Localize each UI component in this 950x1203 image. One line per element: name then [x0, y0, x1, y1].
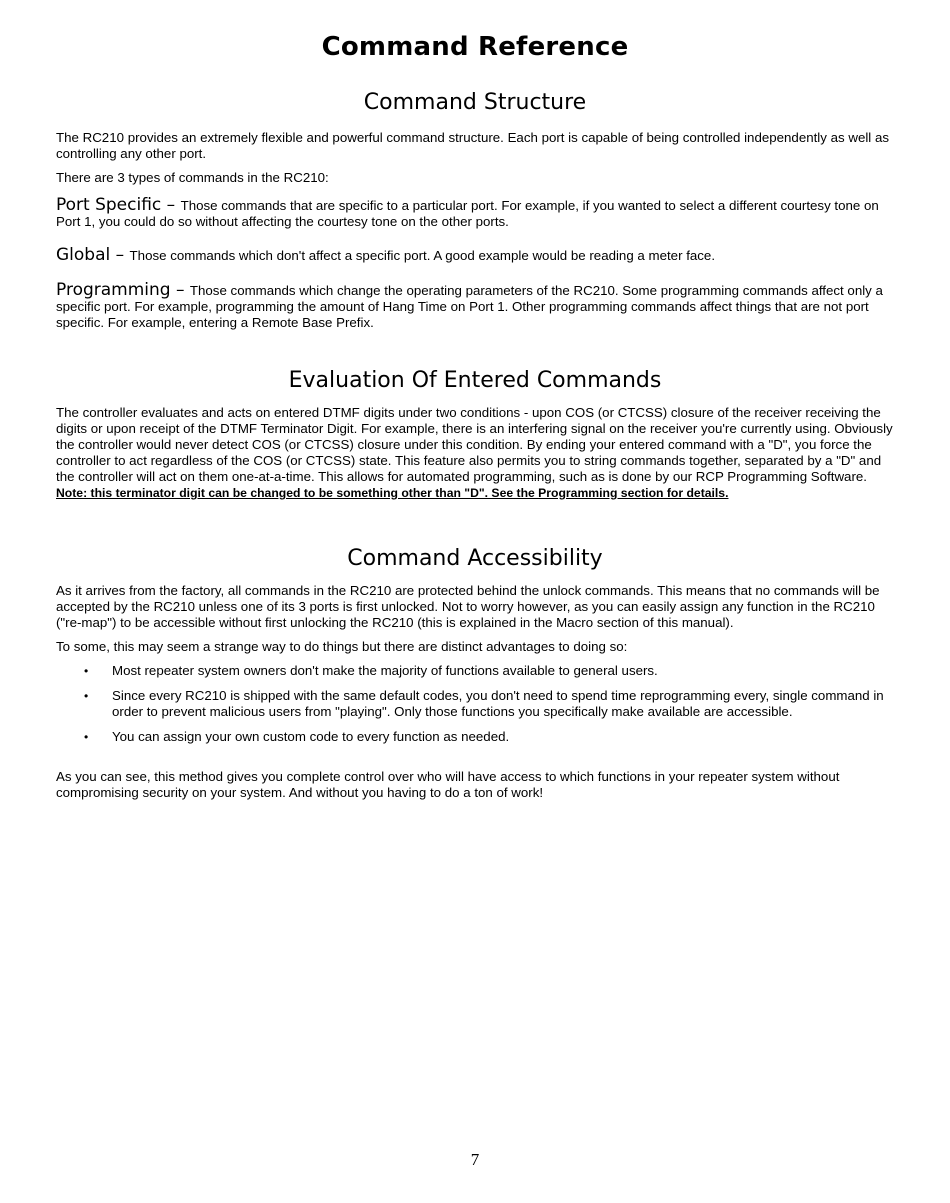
- term-dash: –: [110, 245, 130, 265]
- term-programming: Programming: [56, 280, 171, 300]
- term-dash: –: [170, 280, 190, 300]
- advantages-list: [56, 663, 894, 754]
- list-item: [56, 729, 894, 745]
- accessibility-lead-in: To some, this may seem a strange way to do things but there are distinct advantages to doing so:: [56, 639, 628, 654]
- term-global: Global: [56, 245, 111, 265]
- bullet-icon: •: [84, 664, 89, 678]
- evaluation-text: The controller evaluates and acts on entered DTMF digits under two conditions - upon COS (or CTCSS) closure of the receiver receiving the digits or upon receipt of the DTMF Terminator Digit. For example, there is an interfering signal on the receiver you're currently using. Obviously the controller would never detect COS (or CTCSS) closure under this condition. By ending your entered command with a "D", you force the controller to act regardless of the COS (or CTCSS) state. This feature also permits you to string commands together, separated by a "D" and the controller will act on them one-at-a-time. This allows for automated programming, such as is done by our RCP Programming Software.: [56, 405, 893, 484]
- bullet-icon: •: [84, 689, 89, 703]
- evaluation-body: [56, 405, 894, 501]
- evaluation-heading: Evaluation Of Entered Commands: [288, 368, 662, 393]
- command-structure-heading: Command Structure: [363, 90, 587, 115]
- term-dash: –: [161, 195, 181, 215]
- accessibility-intro: As it arrives from the factory, all commands in the RC210 are protected behind the unlock commands. This means that no commands will be accepted by the RC210 unless one of its 3 ports is first unlocked. Not to worry however, as you can easily assign any function in the RC210 ("re-map") to be accessible without first unlocking the RC210 (this is explained in the Macro section of this manual).: [56, 583, 880, 630]
- terminator-note: Note: this terminator digit can be changed to be something other than "D". See the Programming section for details.: [56, 486, 729, 500]
- list-item-text: You can assign your own custom code to every function as needed.: [112, 729, 510, 744]
- port-specific-description: Those commands that are specific to a particular port. For example, if you wanted to select a different courtesy tone on Port 1, you could do so without affecting the courtesy tone on the other ports.: [56, 198, 879, 229]
- command-type-port-specific: [56, 197, 894, 230]
- global-description: Those commands which don't affect a specific port. A good example would be reading a meter face.: [129, 248, 716, 263]
- command-type-global: [56, 247, 894, 264]
- programming-description: Those commands which change the operating parameters of the RC210. Some programming commands affect only a specific port. For example, programming the amount of Hang Time on Port 1. Other programming commands affect things that are not port specific. For example, entering a Remote Base Prefix.: [56, 283, 883, 330]
- command-structure-intro: The RC210 provides an extremely flexible and powerful command structure. Each port is capable of being controlled independently as well as controlling any other port.: [56, 130, 889, 161]
- command-types-intro: There are 3 types of commands in the RC210:: [56, 170, 329, 185]
- accessibility-heading: Command Accessibility: [347, 546, 603, 571]
- list-item: [56, 688, 894, 720]
- list-item: [56, 663, 894, 679]
- command-type-programming: [56, 282, 894, 331]
- page-title: Command Reference: [321, 32, 629, 62]
- term-port-specific: Port Specific: [56, 195, 162, 215]
- list-item-text: Most repeater system owners don't make the majority of functions available to general users.: [112, 663, 658, 678]
- bullet-icon: •: [84, 730, 89, 744]
- page-number: 7: [470, 1150, 480, 1169]
- accessibility-closing: As you can see, this method gives you complete control over who will have access to which functions in your repeater system without compromising security on your system. And without you having to do a ton of work!: [56, 769, 840, 800]
- list-item-text: Since every RC210 is shipped with the same default codes, you don't need to spend time reprogramming every, single command in order to prevent malicious users from "playing". Only those functions you specifically make available are accessible.: [112, 688, 884, 719]
